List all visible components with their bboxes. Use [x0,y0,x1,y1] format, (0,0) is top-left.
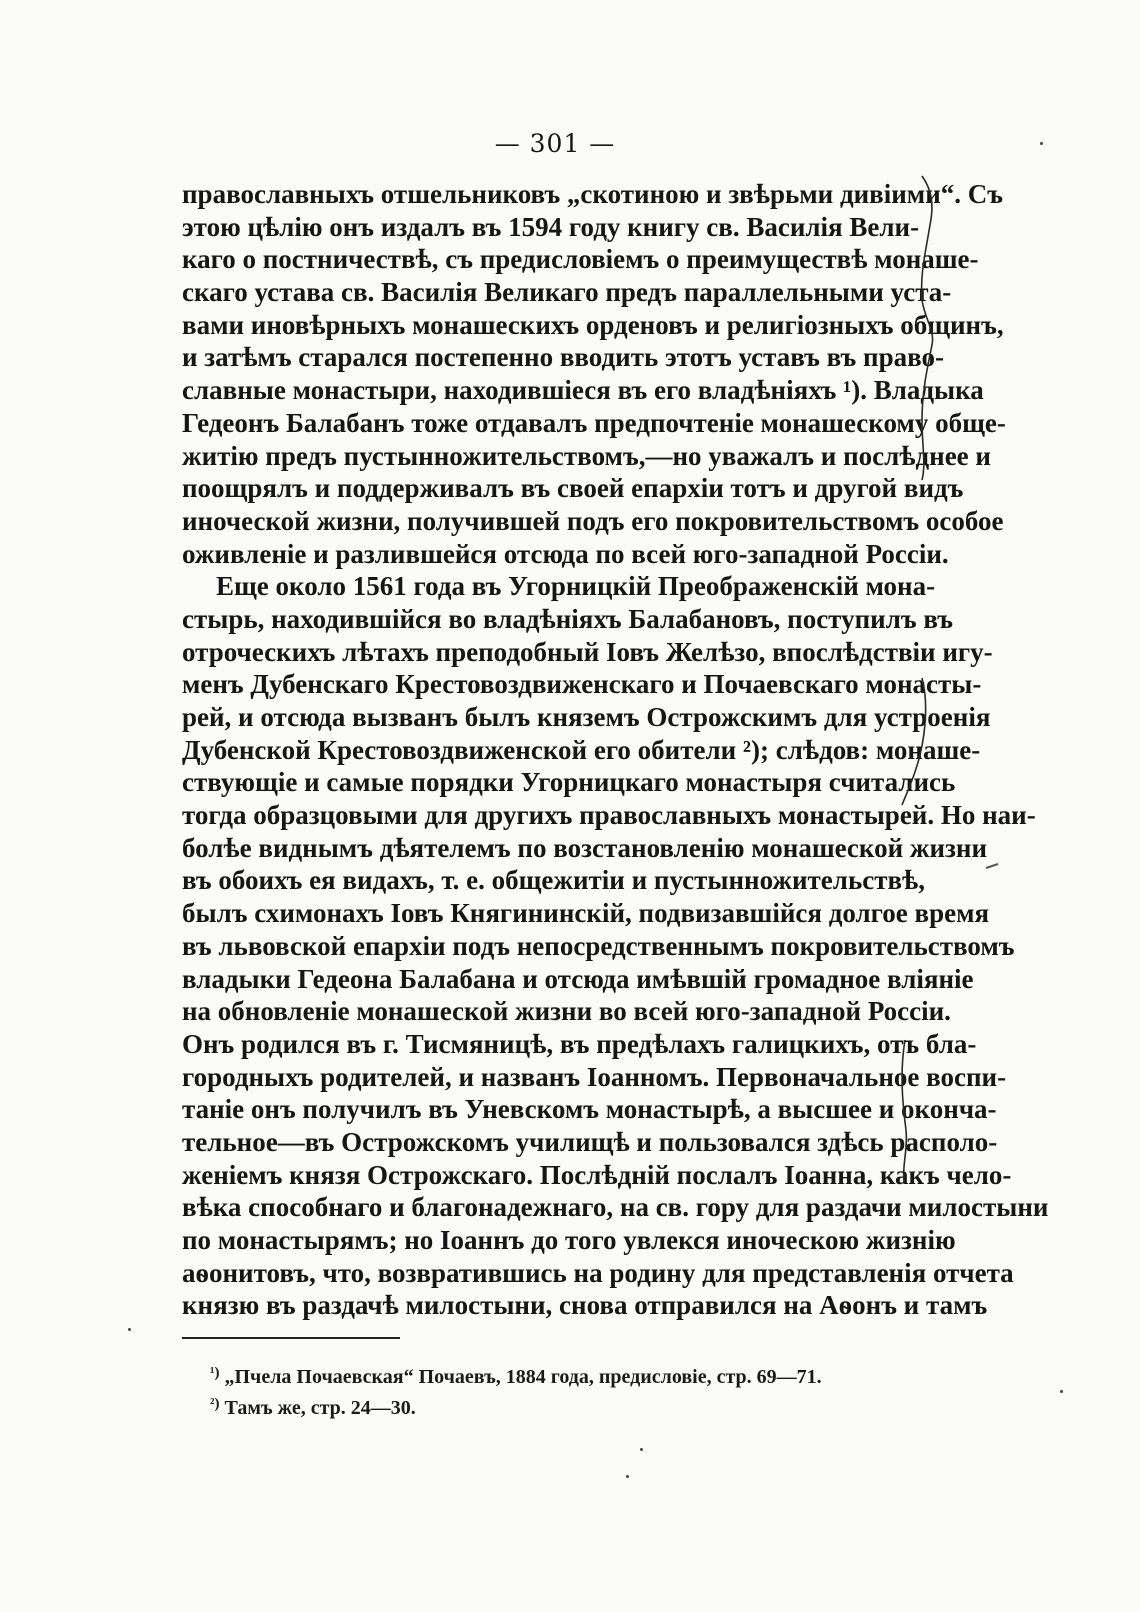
text-line: поощрялъ и поддерживалъ въ своей епархіи тотъ и другой видъ [182,473,964,504]
text-line: житію предъ пустынножительствомъ,—но уважалъ и послѣднее и [182,440,991,471]
text-line: князю въ раздачѣ милостыни, снова отправился на Аѳонъ и тамъ [182,1290,988,1321]
text-line: былъ схимонахъ Іовъ Княгининскій, подвизавшійся долгое время [182,898,990,929]
footnote-mark: ¹) [210,1365,220,1381]
text-line: стырь, находившійся во владѣніяхъ Балабановъ, поступилъ въ [182,603,953,634]
scan-speck [1040,142,1043,145]
text-line: оживленіе и разлившейся отсюда по всей юго-западной Россіи. [182,538,949,569]
text-line: женіемъ князя Острожскаго. Послѣдній послалъ Іоанна, какъ чело- [182,1159,1012,1190]
text-line: славные монастыри, находившіеся въ его владѣніяхъ ¹). Владыка [182,375,984,406]
footnote-text: „Пчела Почаевская“ Почаевъ, 1884 года, предисловіе, стр. 69—71. [224,1366,822,1388]
text-line: по монастырямъ; но Іоаннъ до того увлекся иноческою жизнію [182,1225,956,1255]
page-number: — 301 — [494,129,616,158]
text-line: менъ Дубенскаго Крестовоздвиженскаго и Почаевскаго монасты- [182,669,982,700]
text-line: отроческихъ лѣтахъ преподобный Іовъ Желѣзо, впослѣдствіи игу- [182,636,993,667]
margin-tick-mark [986,864,998,868]
text-line: тогда образцовыми для другихъ православныхъ монастырей. Но наи- [182,800,1036,831]
footnote-text: Тамъ же, стр. 24—30. [224,1397,416,1419]
text-line: ствующіе и самые порядки Угорницкаго монастыря считались [182,767,956,798]
text-line: Онъ родился въ г. Тисмяницѣ, въ предѣлахъ галицкихъ, отъ бла- [182,1028,977,1059]
text-line: рей, и отсюда вызванъ былъ княземъ Острожскимъ для устроенія [182,702,991,732]
text-line: Дубенской Крестовоздвиженской его обители ²); слѣдов: монаше- [182,734,981,765]
text-line: аѳонитовъ, что, возвратившись на родину для представленія отчета [182,1257,1014,1288]
scan-speck [128,1328,131,1331]
text-line: иноческой жизни, получившей подъ его покровительствомъ особое [182,505,1004,536]
text-line: владыки Гедеона Балабана и отсюда имѣвшій громадное вліяніе [182,963,974,994]
scan-speck [640,1448,643,1451]
margin-bracket-mark [922,176,933,480]
text-line: таніе онъ получилъ въ Уневскомъ монастырѣ, а высшее и оконча- [182,1094,997,1125]
text-line: и затѣмъ старался постепенно вводить этотъ уставъ въ право- [182,342,944,373]
text-line: на обновленіе монашеской жизни во всей юго-западной Россіи. [182,996,951,1027]
text-line: въ львовской епархіи подъ непосредственнымъ покровительствомъ [182,930,1015,961]
margin-bracket-mark [902,678,926,805]
margin-bracket-mark [902,1040,906,1182]
scan-speck [626,1475,629,1478]
text-line: тельное—въ Острожскомъ училищѣ и пользовался здѣсь располо- [182,1126,998,1157]
text-line: скаго устава св. Василія Великаго предъ параллельными уста- [182,277,952,308]
text-line: Гедеонъ Балабанъ тоже отдавалъ предпочтеніе монашескому обще- [182,407,1006,438]
text-line: городныхъ родителей, и названъ Іоанномъ. Первоначальное воспи- [182,1061,1007,1092]
text-line: вами иновѣрныхъ монашескихъ орденовъ и религіозныхъ общинъ, [182,309,1004,340]
scan-speck [1060,1390,1063,1393]
footnote-mark: ²) [210,1396,220,1412]
text-line: каго о постничествѣ, съ предисловіемъ о преимуществѣ монаше- [182,244,979,275]
text-line: православныхъ отшельниковъ „скотиною и звѣрьми дивіими“. Съ [182,179,1003,209]
text-line: Еще около 1561 года въ Угорницкій Преображенскій мона- [216,571,936,602]
text-line: болѣе виднымъ дѣятелемъ по возстановленію монашеской жизни [182,832,988,863]
text-line: этою цѣлію онъ издалъ въ 1594 году книгу св. Василія Вели- [182,211,920,242]
text-line: въ обоихъ ея видахъ, т. е. общежитіи и пустынножительствѣ, [182,865,926,896]
text-line: вѣка способнаго и благонадежнаго, на св. гору для раздачи милостыни [182,1192,1049,1223]
